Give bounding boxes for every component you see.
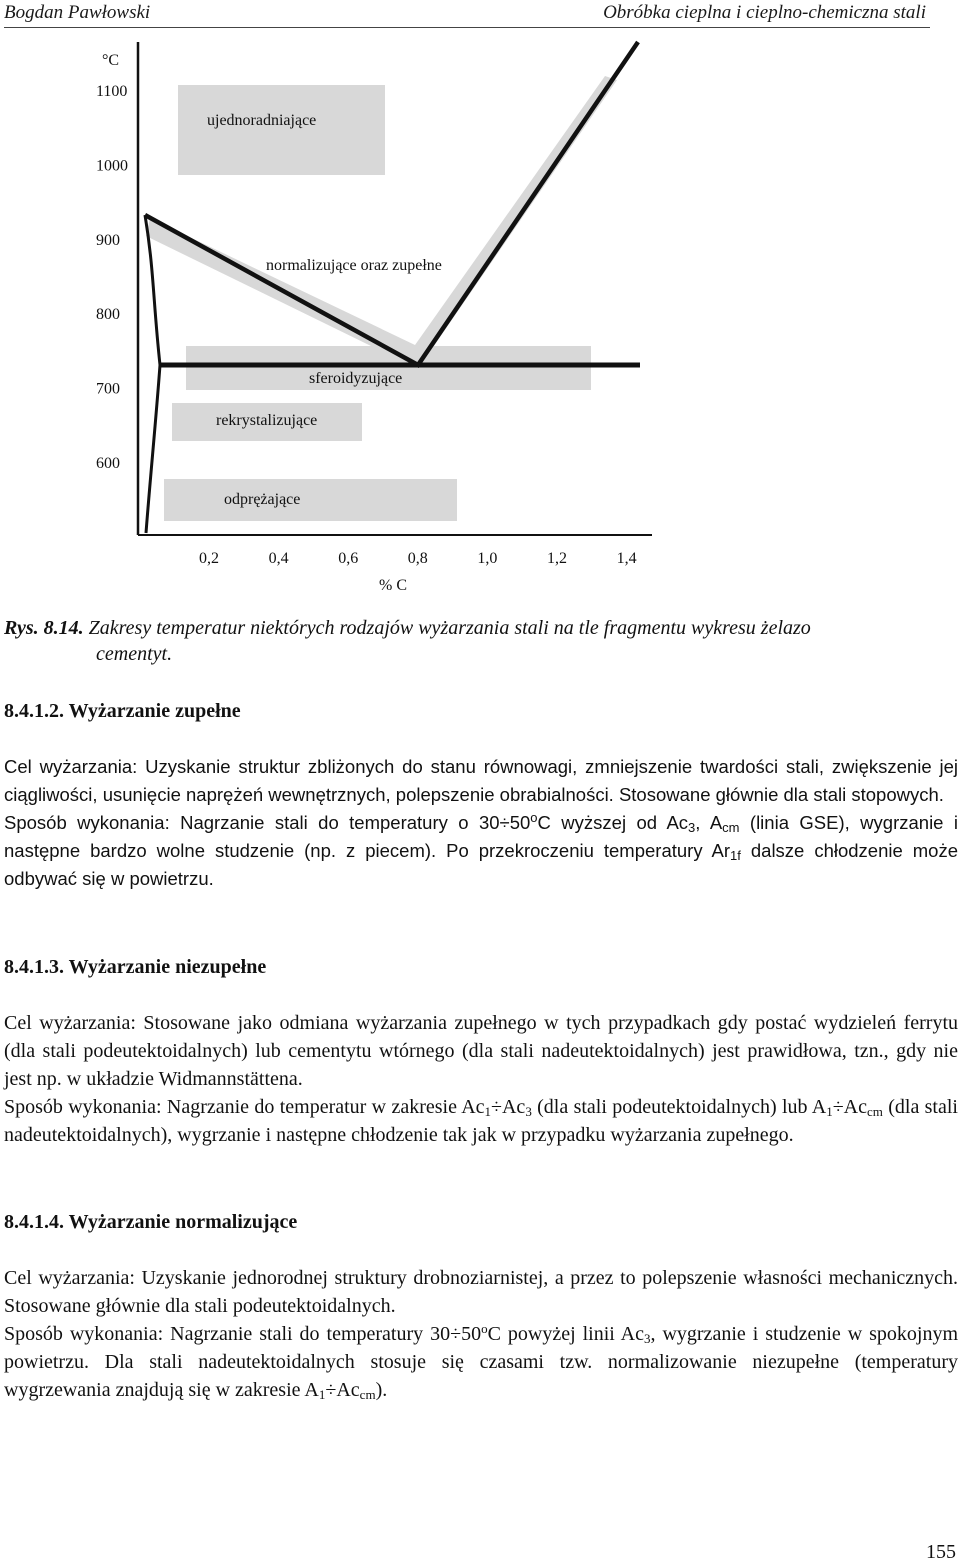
y-tick-label: 800: [96, 306, 120, 324]
x-tick-label: 0,2: [199, 550, 219, 567]
range-homogenizing: [178, 85, 385, 175]
header-title: Obróbka cieplna i cieplno-chemiczna stali: [603, 2, 926, 23]
paragraph-method: Sposób wykonania: Nagrzanie stali do temperatury $30\div 50^oC$ powyżej linii $Ac_3$, wygrzanie i studzenie w spokojnym powietrzu. Dla stali nadeutektoidalnych stosuje się czasami tzw. normalizowanie niezupełne (temperatury wygrzewania znajdują się w zakresie $A_1\div Ac_{cm}$).: [4, 1321, 959, 1402]
annealing-diagram: [0, 30, 960, 605]
page-number: 155: [926, 1541, 956, 1563]
caption-label: Rys. 8.14.: [4, 617, 84, 639]
section-normalizing: [4, 1208, 958, 1404]
label-spheroidizing: sferoidyzujące: [309, 370, 403, 387]
section-partial-annealing: [4, 953, 958, 1149]
paragraph-goal: Cel wyżarzania: Uzyskanie jednorodnej struktury drobnoziarnistej, a przez to polepszenie własności mechanicznych. Stosowane głównie dla stali podeutektoidalnych.: [4, 1267, 958, 1317]
y-tick-label: 1000: [96, 157, 128, 175]
y-tick-label: 900: [96, 231, 120, 249]
y-tick-label: 600: [96, 455, 120, 472]
paragraph-method: Sposób wykonania: Nagrzanie do temperatur w zakresie $Ac_1\div Ac_3$ (dla stali podeutektoidalnych) lub $A_1\div Ac_{cm}$ (dla stali nadeutektoidalnych), wygrzanie i następne chłodzenie tak jak w przypadku wyżarzania zupełnego.: [4, 1096, 958, 1146]
label-normalizing: normalizujące oraz zupełne: [266, 257, 442, 274]
header-rule: [4, 27, 930, 28]
section-heading: 8.4.1.2. Wyżarzanie zupełne: [4, 700, 241, 722]
y-axis-unit: °C: [102, 52, 120, 69]
section-full-annealing: [4, 697, 958, 893]
label-stress-relief: odprężające: [224, 491, 301, 508]
paragraph-goal: Cel wyżarzania: Uzyskanie struktur zbliżonych do stanu równowagi, zmniejszenie twardości stali, zwiększenie jej ciągliwości, usunięcie naprężeń wewnętrznych, polepszenie obrabialności. Stosowane głównie dla stali stopowych.: [4, 756, 958, 805]
x-tick-label: 0,4: [268, 550, 289, 567]
y-tick-label: 700: [96, 380, 120, 398]
section-heading: 8.4.1.4. Wyżarzanie normalizujące: [4, 1211, 298, 1233]
label-homogenizing: ujednoradniające: [207, 112, 317, 129]
x-tick-label: 0,6: [338, 550, 359, 567]
section-heading: 8.4.1.3. Wyżarzanie niezupełne: [4, 956, 267, 978]
y-tick-label: 1100: [96, 83, 128, 100]
x-tick-label: 1,2: [547, 550, 567, 567]
caption-text-cont: cementyt.: [96, 643, 173, 665]
paragraph-method: Sposób wykonania: Nagrzanie stali do temperatury o $30\div 50^oC$ wyższej od $Ac_3$, $A_{cm}$ (linia GSE), wygrzanie i następne bardzo wolne studzenie (np. z piecem). Po przekroczeniu temperatury $Ar_{1f}$ dalsze chłodzenie może odbywać się w powietrzu.: [4, 810, 958, 889]
figure-caption: [4, 615, 944, 667]
range-stress-relief: [164, 479, 457, 521]
x-ticks: [199, 550, 637, 567]
paragraph-goal: Cel wyżarzania: Stosowane jako odmiana wyżarzania zupełnego w tych przypadkach gdy postać wydzieleń ferrytu (dla stali podeutektoidalnych) lub cementytu wtórnego (dla stali nadeutektoidalnych) jest prawidłowa, tzn., gdy nie jest np. w układzie Widmannstättena.: [4, 1012, 958, 1090]
y-ticks: [96, 83, 128, 472]
x-axis-label: % C: [379, 577, 407, 594]
caption-text: Zakresy temperatur niektórych rodzajów wyżarzania stali na tle fragmentu wykresu żelazo: [88, 617, 811, 639]
x-tick-label: 0,8: [407, 550, 428, 567]
header-author: Bogdan Pawłowski: [4, 2, 151, 23]
label-recrystallizing: rekrystalizujące: [216, 412, 318, 429]
x-tick-label: 1,4: [616, 550, 637, 567]
alpha-boundary-line: [145, 215, 160, 533]
x-tick-label: 1,0: [477, 550, 498, 567]
